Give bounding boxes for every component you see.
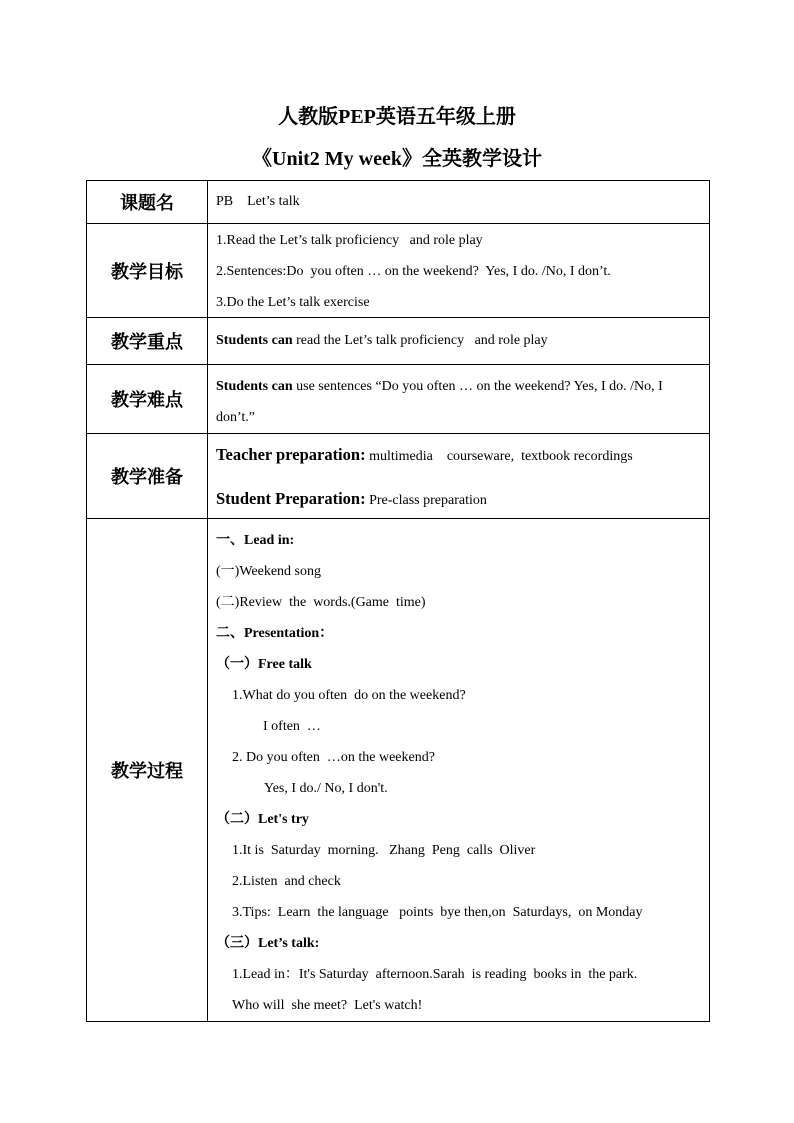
teacher-preparation-text: multimedia courseware, textbook recordings <box>365 449 633 464</box>
teacher-preparation <box>216 443 703 469</box>
row-topic <box>87 181 710 224</box>
document-subtitle: 《Unit2 My week》全英教学设计 <box>252 148 542 170</box>
label-key-points: 教学重点 <box>87 318 208 365</box>
objectives-cell <box>208 224 710 318</box>
process-answer-2: Yes, I do./ No, I don't. <box>264 781 388 796</box>
difficulties-cell <box>208 365 710 434</box>
difficulties-subject: Students can <box>216 379 293 394</box>
process-cell <box>208 519 710 1022</box>
key-points-subject: Students can <box>216 333 293 348</box>
process-try-3: 3.Tips: Learn the language points bye then,on Saturdays, on Monday <box>232 905 643 920</box>
process-presentation: 二、Presentation： <box>216 626 334 641</box>
row-key-points <box>87 318 710 365</box>
label-objectives: 教学目标 <box>87 224 208 318</box>
objective-1: 1.Read the Let’s talk proficiency and role play <box>216 233 483 248</box>
process-try-2: 2.Listen and check <box>232 874 341 889</box>
row-difficulties <box>87 365 710 434</box>
topic-text: PB Let’s talk <box>216 194 300 209</box>
process-review: (二)Review the words.(Game time) <box>216 595 426 610</box>
objective-3: 3.Do the Let’s talk exercise <box>216 295 370 310</box>
process-free-talk: （一）Free talk <box>216 657 312 672</box>
teacher-preparation-label: Teacher preparation: <box>216 445 366 464</box>
process-lets-try: （二）Let's try <box>216 812 309 827</box>
process-question-1: 1.What do you often do on the weekend? <box>232 688 466 703</box>
objective-2: 2.Sentences:Do you often … on the weekend? Yes, I do. /No, I don’t. <box>216 264 611 279</box>
label-difficulties: 教学难点 <box>87 365 208 434</box>
student-preparation-label: Student Preparation: <box>216 489 366 508</box>
preparation-cell <box>208 434 710 519</box>
label-preparation: 教学准备 <box>87 434 208 519</box>
key-points-cell <box>208 318 710 365</box>
document-title: 人教版PEP英语五年级上册 <box>278 106 516 128</box>
row-preparation <box>87 434 710 519</box>
student-preparation-text: Pre-class preparation <box>365 493 487 508</box>
lesson-plan-table <box>86 180 710 1022</box>
student-preparation <box>216 487 703 513</box>
key-points-body: read the Let’s talk proficiency and role play <box>292 333 548 348</box>
process-lets-talk: （三）Let’s talk: <box>216 936 320 951</box>
key-points-text <box>216 331 703 351</box>
label-process: 教学过程 <box>87 519 208 1022</box>
process-talk-1-continued: Who will she meet? Let's watch! <box>232 998 423 1013</box>
topic-cell <box>208 181 710 224</box>
difficulties-body: use sentences “Do you often … on the weekend? Yes, I do. /No, I don’t.” <box>216 379 663 425</box>
process-answer-1: I often … <box>263 719 321 734</box>
process-lead-in: 一、Lead in: <box>216 533 295 548</box>
row-process <box>87 519 710 1022</box>
row-objectives <box>87 224 710 318</box>
process-talk-1: 1.Lead in：It's Saturday afternoon.Sarah is reading books in the park. <box>232 967 638 982</box>
label-topic: 课题名 <box>87 181 208 224</box>
process-try-1: 1.It is Saturday morning. Zhang Peng calls Oliver <box>232 843 536 858</box>
difficulties-text <box>216 371 703 433</box>
process-question-2: 2. Do you often …on the weekend? <box>232 750 435 765</box>
process-song: (一)Weekend song <box>216 564 322 579</box>
